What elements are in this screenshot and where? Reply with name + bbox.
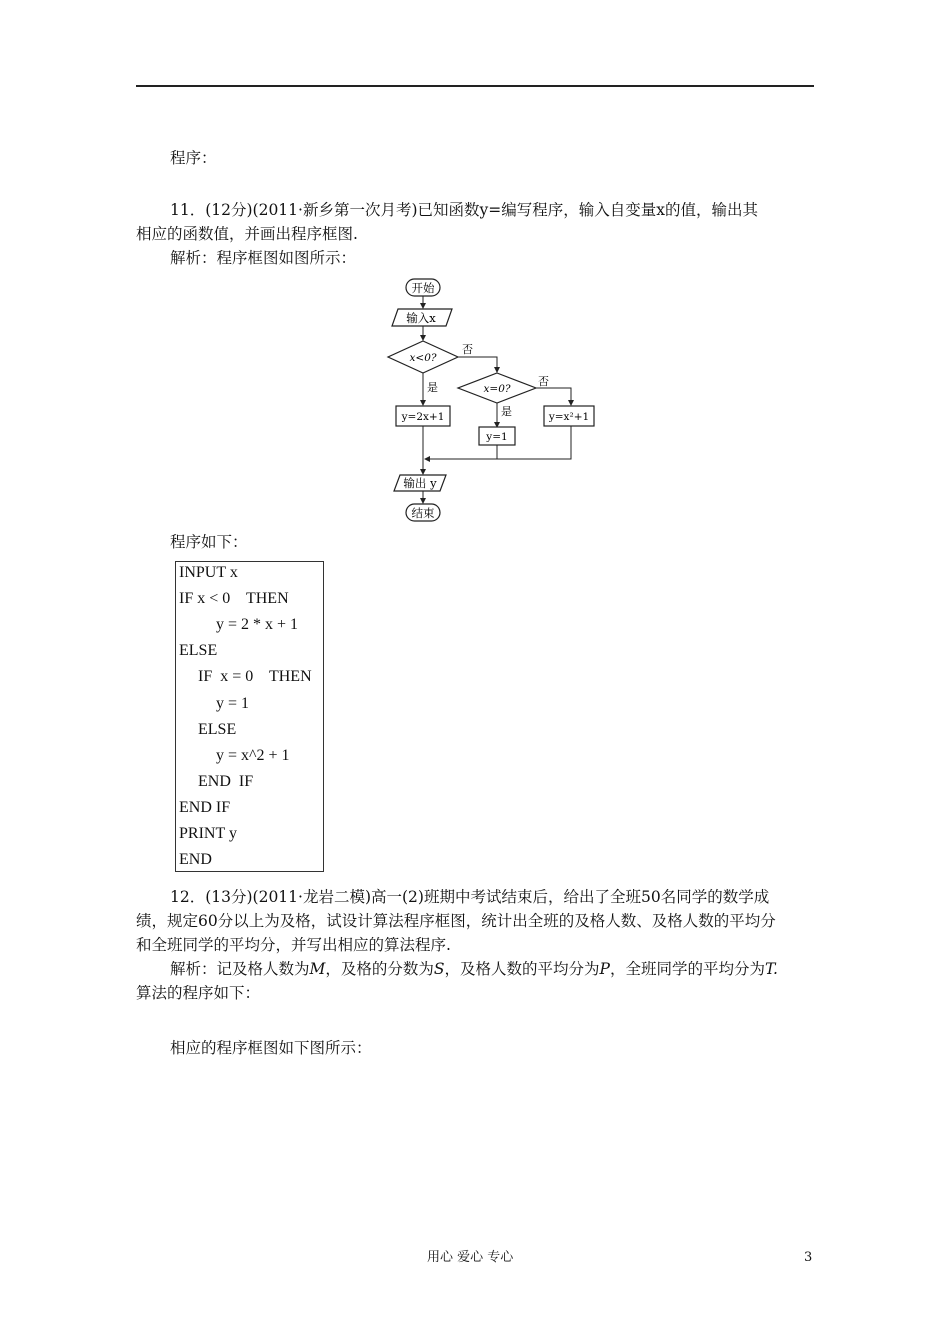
q11-analysis: 解析：程序框图如图所示：	[170, 249, 357, 267]
q12-line1: 12．(13分)(2011·龙岩二模)高一(2)班期中考试结束后，给出了全班50名同学的数学成	[170, 888, 770, 906]
q12-line3: 和全班同学的平均分，并写出相应的算法程序.	[136, 936, 451, 954]
q12-analysis	[136, 957, 816, 981]
code-line: PRINT y	[179, 825, 237, 842]
code-line: INPUT x	[179, 564, 238, 581]
yes1-label: 是	[427, 381, 438, 394]
q12-chart-line: 相应的程序框图如下图所示：	[170, 1039, 372, 1057]
no1-label: 否	[462, 343, 473, 356]
footer-center: 用心 爱心 专心	[427, 1250, 514, 1265]
code-line: END IF	[179, 799, 231, 816]
q12-analysis-b: ，及格的分数为	[325, 960, 434, 978]
flowchart	[380, 275, 610, 525]
q12-analysis-a: 解析：记及格人数为	[170, 960, 310, 978]
output-label: 输出 y	[403, 476, 437, 490]
question-11	[136, 198, 816, 270]
code-line: IF x = 0 THEN	[198, 668, 312, 685]
box-a-label: y=2x+1	[401, 411, 445, 423]
cond1-label: x<0?	[409, 352, 437, 364]
q12-analysis-c: ，及格人数的平均分为	[444, 960, 600, 978]
page-number: 3	[804, 1250, 813, 1265]
code-line: y = 1	[216, 695, 250, 712]
input-label: 输入x	[406, 311, 436, 325]
question-12	[136, 885, 816, 1005]
var-s: S	[433, 960, 445, 978]
code-line: ELSE	[198, 721, 237, 738]
code-line: END IF	[198, 773, 254, 790]
start-label: 开始	[411, 281, 435, 295]
box-b-label: y=1	[486, 431, 508, 443]
header-rule	[136, 85, 814, 87]
code-line: IF x < 0 THEN	[179, 590, 289, 607]
end-label: 结束	[411, 506, 435, 520]
var-p: P	[599, 960, 610, 978]
box-c-label: y=x²+1	[548, 411, 590, 423]
q11-line2: 相应的函数值，并画出程序框图.	[136, 225, 358, 243]
program-intro: 程序如下：	[170, 533, 248, 551]
var-m: M	[309, 960, 326, 978]
q11-line1: 11．(12分)(2011·新乡第一次月考)已知函数y=编写程序，输入自变量x的值，输出其	[170, 201, 758, 219]
no2-label: 否	[538, 375, 549, 388]
q12-line2: 绩，规定60分以上为及格，试设计算法程序框图，统计出全班的及格人数、及格人数的平均分	[136, 912, 776, 930]
q12-analysis-d: ，全班同学的平均分为	[609, 960, 765, 978]
code-line: END	[179, 851, 212, 868]
code-line: ELSE	[179, 642, 218, 659]
var-t: T.	[765, 960, 778, 978]
cond2-label: x=0?	[483, 383, 511, 395]
code-line: y = x^2 + 1	[216, 747, 290, 764]
yes2-label: 是	[501, 405, 512, 418]
q12-algo-line: 算法的程序如下：	[136, 984, 261, 1002]
program-label: 程序：	[170, 149, 217, 167]
code-line: y = 2 * x + 1	[216, 616, 299, 633]
